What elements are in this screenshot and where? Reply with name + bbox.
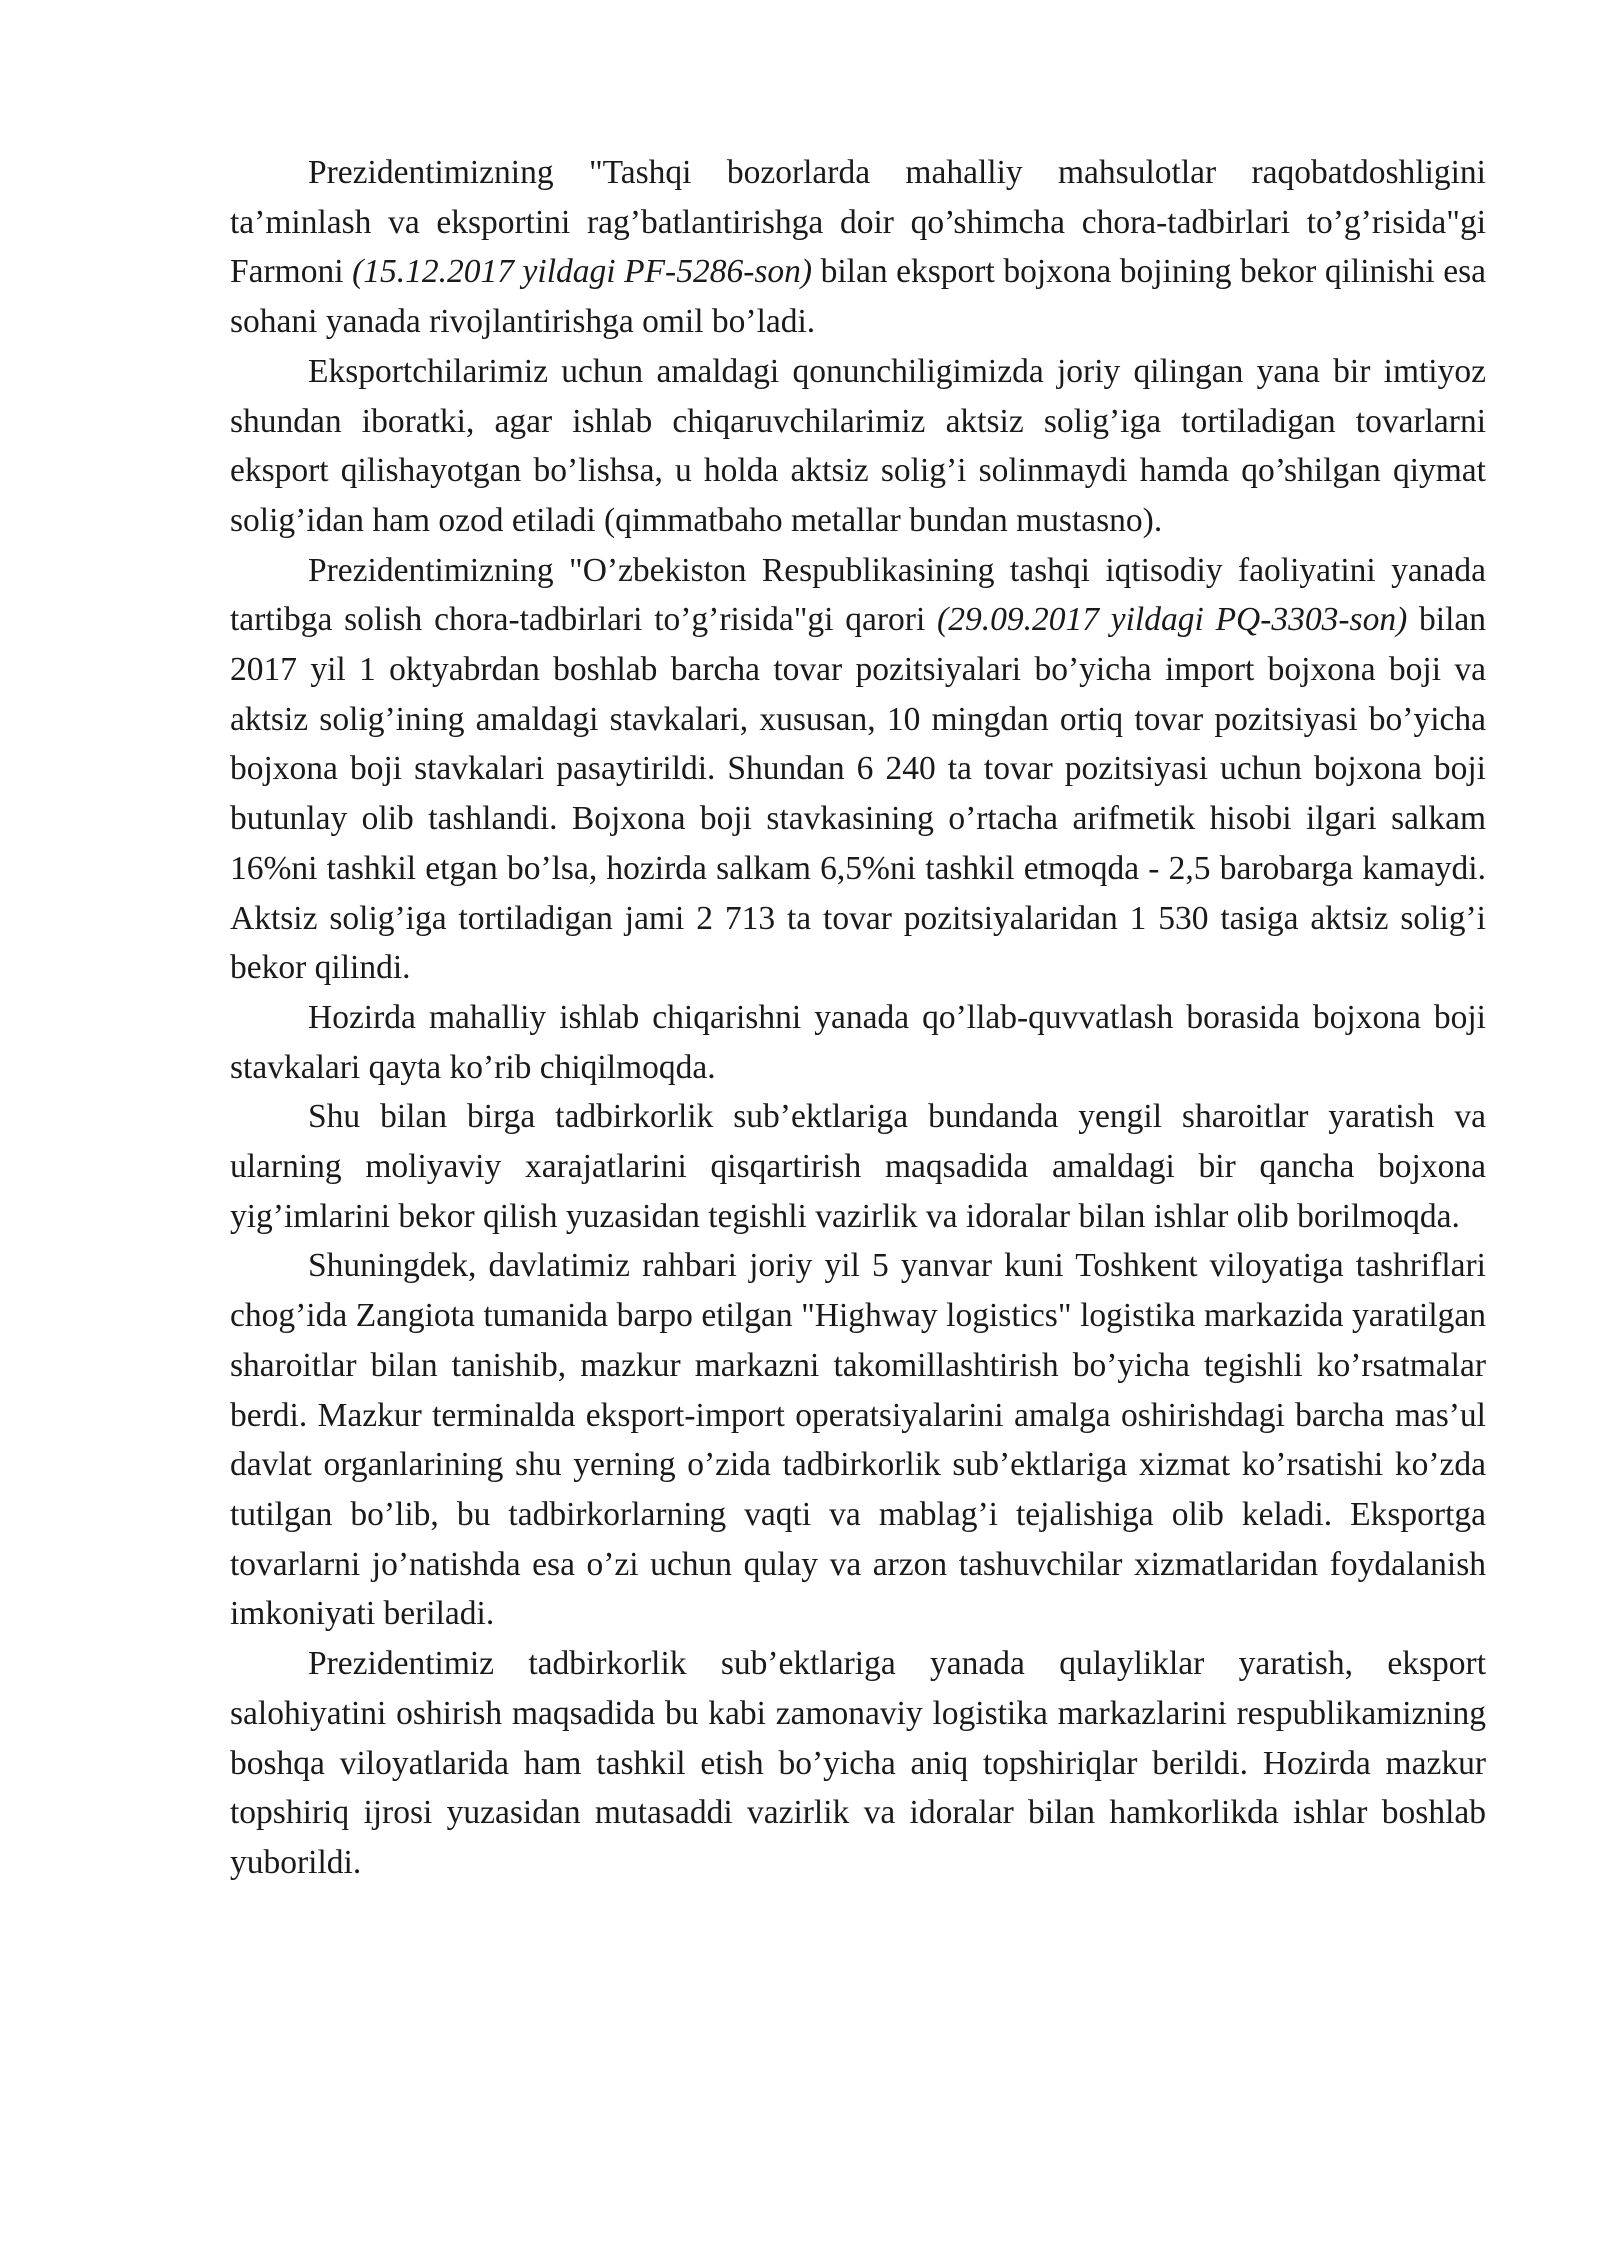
paragraph-3	[230, 546, 1486, 993]
paragraph-2: Eksportchilarimiz uchun amaldagi qonunchiligimizda joriy qilingan yana bir imtiyoz shundan iboratki, agar ishlab chiqaruvchilarimiz aktsiz solig’iga tortiladigan tovarlarni eksport qilishayotgan bo’lishsa, u holda aktsiz solig’i solinmaydi hamda qo’shilgan qiymat solig’idan ham ozod etiladi (qimmatbaho metallar bundan mustasno).	[230, 352, 1486, 539]
paragraph-3-text-end: bilan 2017 yil 1 oktyabrdan boshlab barcha tovar pozitsiyalari bo’yicha import bojxona boji va aktsiz solig’ining amaldagi stavkalari, xususan, 10 mingdan ortiq tovar pozitsiyasi bo’yicha bojxona boji stavkalari pasaytirildi. Shundan 6 240 ta tovar pozitsiyasi uchun bojxona boji butunlay olib tashlandi. Bojxona boji stavkasining o’rtacha arifmetik hisobi ilgari salkam 16%ni tashkil etgan bo’lsa, hozirda salkam 6,5%ni tashkil etmoqda - 2,5 barobarga kamaydi. Aktsiz solig’iga tortiladigan jami 2 713 ta tovar pozitsiyalaridan 1 530 tasiga aktsiz solig’i bekor qilindi.	[230, 601, 1487, 987]
paragraph-3-text-start: Prezidentimizning "O’zbekiston Respublikasining tashqi iqtisodiy faoliyatini yanada tartibga solish chora-tadbirlari to’g’risida"gi qarori	[230, 551, 1486, 639]
paragraph-4: Hozirda mahalliy ishlab chiqarishni yanada qo’llab-quvvatlash borasida bojxona boji stavkalari qayta ko’rib chiqilmoqda.	[230, 998, 1486, 1086]
paragraph-5: Shu bilan birga tadbirkorlik sub’ektlariga bundanda yengil sharoitlar yaratish va ularning moliyaviy xarajatlarini qisqartirish maqsadida amaldagi bir qancha bojxona yig’imlarini bekor qilish yuzasidan tegishli vazirlik va idoralar bilan ishlar olib borilmoqda.	[230, 1098, 1486, 1235]
paragraph-1-text-start: Prezidentimizning "Tashqi bozorlarda mahalliy mahsulotlar raqobatdoshligini ta’minlash va eksportini rag’batlantirishga doir qo’shimcha chora-tadbirlari to’g’risida"gi Farmoni	[230, 154, 1486, 291]
document-page	[230, 148, 1486, 1888]
paragraph-6: Shuningdek, davlatimiz rahbari joriy yil 5 yanvar kuni Toshkent viloyatiga tashriflari chog’ida Zangiota tumanida barpo etilgan "Highway logistics" logistika markazida yaratilgan sharoitlar bilan tanishib, mazkur markazni takomillashtirish bo’yicha tegishli ko’rsatmalar berdi. Mazkur terminalda eksport-import operatsiyalarini amalga oshirishdagi barcha mas’ul davlat organlarining shu yerning o’zida tadbirkorlik sub’ektlariga xizmat ko’rsatishi ko’zda tutilgan bo’lib, bu tadbirkorlarning vaqti va mablag’i tejalishiga olib keladi. Eksportga tovarlarni jo’natishda esa o’zi uchun qulay va arzon tashuvchilar xizmatlaridan foydalanish imkoniyati beriladi.	[230, 1247, 1486, 1633]
paragraph-7: Prezidentimiz tadbirkorlik sub’ektlariga yanada qulayliklar yaratish, eksport salohiyatini oshirish maqsadida bu kabi zamonaviy logistika markazlarini respublikamizning boshqa viloyatlarida ham tashkil etish bo’yicha aniq topshiriqlar berildi. Hozirda mazkur topshiriq ijrosi yuzasidan mutasaddi vazirlik va idoralar bilan hamkorlikda ishlar boshlab yuborildi.	[230, 1645, 1486, 1881]
paragraph-1-text-end: bilan eksport bojxona bojining bekor qilinishi esa sohani yanada rivojlantirishga omil bo’ladi.	[230, 253, 1486, 341]
paragraph-1	[230, 148, 1486, 347]
decree-reference: (15.12.2017 yildagi PF-5286-son)	[352, 253, 813, 291]
resolution-reference: (29.09.2017 yildagi PQ-3303-son)	[937, 601, 1408, 639]
